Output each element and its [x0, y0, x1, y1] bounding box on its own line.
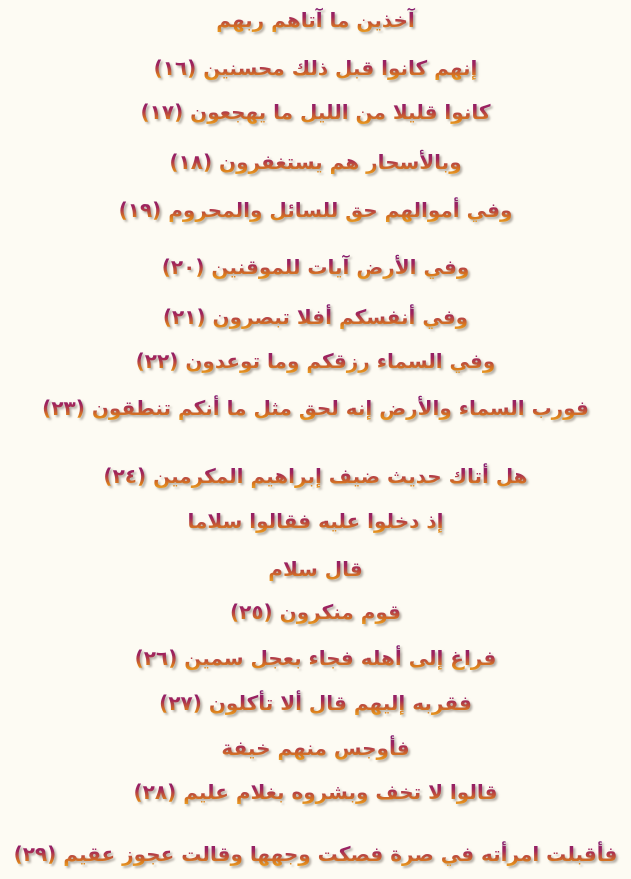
verse-line: فأوجس منهم خيفة — [0, 733, 631, 763]
verse-line: وفي أموالهم حق للسائل والمحروم (١٩) — [0, 195, 631, 225]
verse-line: وبالأسحار هم يستغفرون (١٨) — [0, 147, 631, 177]
verse-line: آخذين ما آتاهم ربهم — [0, 5, 631, 35]
verse-line: فورب السماء والأرض إنه لحق مثل ما أنكم تنطقون (٢٣) — [0, 393, 631, 423]
verse-line: فراغ إلى أهله فجاء بعجل سمين (٢٦) — [0, 643, 631, 673]
verse-line: هل أتاك حديث ضيف إبراهيم المكرمين (٢٤) — [0, 461, 631, 491]
verse-line: وفي الأرض آيات للموقنين (٢٠) — [0, 252, 631, 282]
verse-line: فقربه إليهم قال ألا تأكلون (٢٧) — [0, 688, 631, 718]
verse-line: كانوا قليلا من الليل ما يهجعون (١٧) — [0, 97, 631, 127]
verse-line: إنهم كانوا قبل ذلك محسنين (١٦) — [0, 53, 631, 83]
verse-line: وفي السماء رزقكم وما توعدون (٢٢) — [0, 346, 631, 376]
verse-line: فأقبلت امرأته في صرة فصكت وجهها وقالت عجوز عقيم (٢٩) — [0, 839, 631, 869]
verse-line: وفي أنفسكم أفلا تبصرون (٢١) — [0, 302, 631, 332]
verse-line: إذ دخلوا عليه فقالوا سلاما — [0, 506, 631, 536]
verse-line: قوم منكرون (٢٥) — [0, 597, 631, 627]
verse-line: قال سلام — [0, 554, 631, 584]
verse-line: قالوا لا تخف وبشروه بغلام عليم (٢٨) — [0, 777, 631, 807]
